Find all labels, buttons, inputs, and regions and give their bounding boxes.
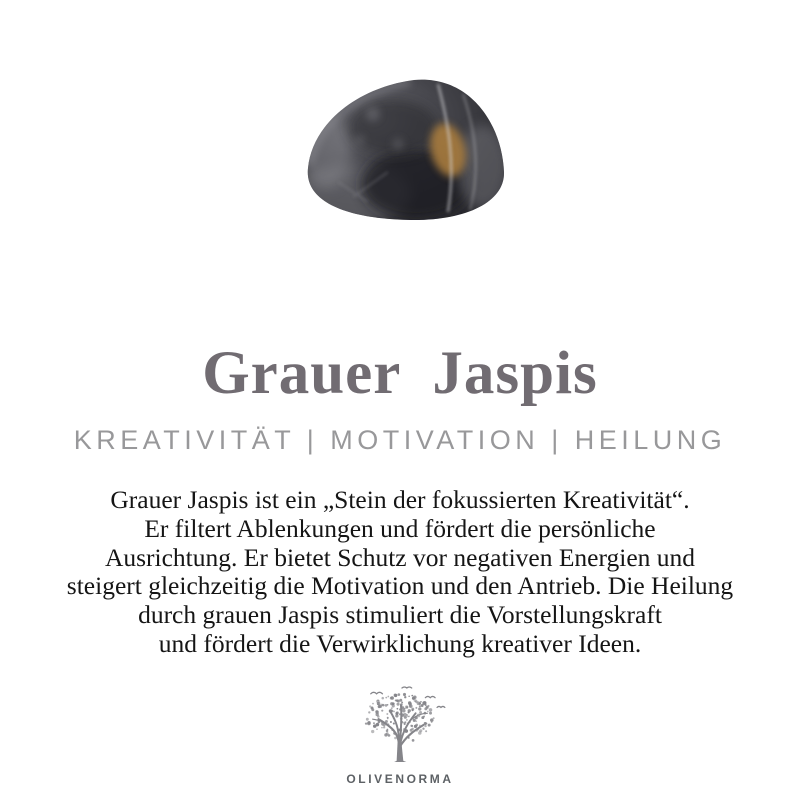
brand-logo — [0, 686, 800, 786]
brand-name: OLIVENORMA — [346, 772, 454, 786]
stone-image — [298, 72, 508, 224]
description-line: Grauer Jaspis ist ein „Stein der fokussierten Kreativität“. — [110, 485, 690, 514]
description-line: und fördert die Verwirklichung kreativer Ideen. — [158, 628, 642, 658]
description-line: Er filtert Ablenkungen und fördert die persönliche — [144, 513, 656, 543]
description-paragraph — [0, 486, 800, 659]
description-line: steigert gleichzeitig die Motivation und den Antrieb. Die Heilung — [66, 571, 734, 601]
description-line: durch grauen Jaspis stimuliert die Vorstellungskraft — [138, 600, 662, 630]
olive-tree-with-birds-icon — [354, 686, 446, 764]
description-line: Ausrichtung. Er bietet Schutz vor negativen Energien und — [104, 542, 696, 572]
page-title: Grauer Jaspis — [202, 340, 598, 407]
keywords-subtitle: KREATIVITÄT | MOTIVATION | HEILUNG — [73, 425, 727, 455]
jasper-stone-photo — [298, 72, 508, 224]
